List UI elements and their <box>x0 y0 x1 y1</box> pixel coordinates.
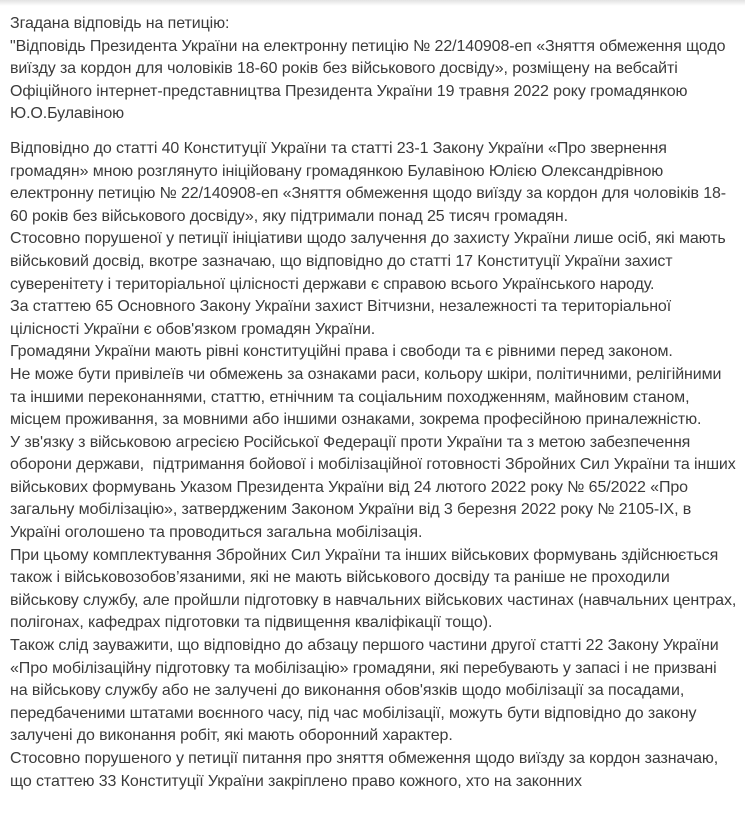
body-paragraph: Відповідно до статті 40 Конституції України та статті 23-1 Закону України «Про звернення громадян» мною розглянуто ініційовану громадянкою Булавіною Юлією Олександрівною електронну петицію № 22/140908-еп «Зняття обмеження щодо виїзду за кордон для чоловіків 18-60 років без військового досвіду», яку підтримали понад 25 тисяч громадян. <box>10 139 727 225</box>
body-paragraph: У зв'язку з військовою агресією Російської Федерації проти України та з метою забезпечення оборони держави, підтримання бойової і мобілізаційної готовності Збройних Сил України та інших військових формувань Указом Президента України від 24 лютого 2022 року № 65/2022 «Про загальну мобілізацію», затвердженим Законом України від 3 березня 2022 року № 2105-IX, в Україні оголошено та проводиться загальна мобілізація. <box>10 433 741 542</box>
body-paragraph: За статтею 65 Основного Закону України захист Вітчизни, незалежності та територіальної цілісності України є обов'язком громадян України. <box>10 298 676 338</box>
quote-header: "Відповідь Президента України на електронну петицію № 22/140908-еп «Зняття обмеження щодо виїзду за кордон для чоловіків 18-60 років без військового досвіду», розміщену на вебсайті Офіційного інтернет-представництва Президента України 19 травня 2022 року громадянкою Ю.О.Булавіною <box>10 37 730 123</box>
petition-response-text <box>0 6 745 793</box>
body-paragraph: Стосовно порушеної у петиції ініціативи щодо залучення до захисту України лише осіб, які мають військовий досвід, вкотре зазначаю, що відповідно до статті 17 Конституції України захист суверенітету і територіальної цілісності держави є справою всього Українського народу. <box>10 230 731 293</box>
paragraph-gap <box>10 126 737 138</box>
body-paragraph: Також слід зауважити, що відповідно до абзацу першого частини другої статті 22 Закону України «Про мобілізаційну підготовку та мобілізацію» громадяни, які перебувають у запасі і не призвані на військову службу або не залучені до виконання обов'язків щодо мобілізації за посадами, передбаченими штатами воєнного часу, під час мобілізації, можуть бути відповідно до закону залучені до виконання робіт, які мають оборонний характер. <box>10 637 723 745</box>
body-paragraph: Не може бути привілеїв чи обмежень за ознаками раси, кольору шкіри, політичними, релігійними та іншими переконаннями, статтю, етнічним та соціальним походженням, майновим станом, місцем проживання, за мовними або іншими ознаками, зокрема професійною приналежністю. <box>10 365 726 429</box>
body-paragraph: Громадяни України мають рівні конституційні права і свободи та є рівними перед законом. <box>10 343 673 361</box>
body-paragraph: Стосовно порушеного у петиції питання про зняття обмеження щодо виїзду за кордон зазначаю, що статтею 33 Конституції України закріплено право кожного, хто на законних <box>10 750 723 790</box>
body-paragraph: При цьому комплектування Збройних Сил України та інших військових формувань здійснюється також і військовозобов’язаними, які не мають військового досвіду та раніше не проходили військову службу, але пройшли підготовку в навчальних військових частинах (навчальних центрах, полігонах, кафедрах підготовки та підвищення кваліфікації тощо). <box>10 546 741 632</box>
lead-line: Згадана відповідь на петицію: <box>10 15 230 32</box>
